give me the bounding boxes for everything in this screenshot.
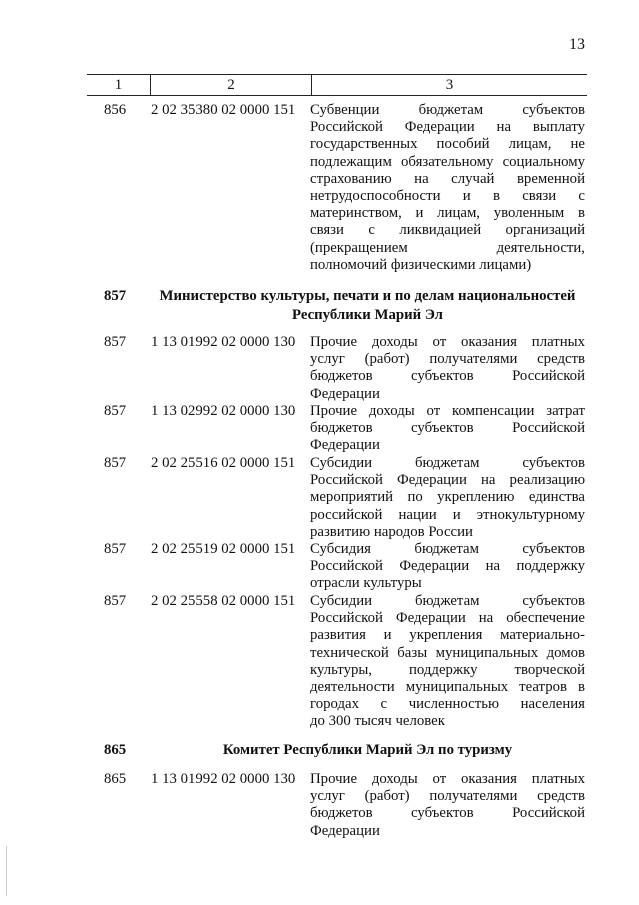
description-line: Прочие доходы от оказания платных: [310, 771, 585, 787]
scan-margin-mark: [6, 846, 7, 896]
section-title-line: Республики Марий Эл: [292, 307, 443, 323]
description-line: Субсидии бюджетам субъектов: [310, 455, 585, 471]
description-line: бюджетов субъектов Российской: [310, 420, 585, 437]
admin-code: 857: [104, 403, 127, 419]
section-title-line: Комитет Республики Марий Эл по туризму: [222, 742, 513, 758]
section-title: [150, 741, 585, 760]
header-col-3: 3: [311, 75, 587, 95]
income-description: [310, 403, 585, 455]
admin-code: 857: [104, 288, 127, 304]
section-title-line: Министерство культуры, печати и по делам национальностей: [159, 288, 576, 304]
description-line: технической базы муниципальных домов: [310, 644, 585, 661]
header-col-2: 2: [150, 75, 311, 95]
description-line: Российской Федерации на выплату: [310, 119, 585, 136]
description-line: государственных пособий лицам, не: [310, 136, 585, 153]
budget-code: 1 13 02992 02 0000 130: [151, 403, 296, 419]
budget-code: 2 02 25558 02 0000 151: [151, 593, 296, 609]
income-description: [310, 102, 585, 274]
admin-code: 857: [104, 455, 127, 471]
section-title: [150, 287, 585, 325]
description-line: услуг (работ) получателями средств: [310, 351, 585, 368]
description-line: страхованию на случай временной: [310, 170, 585, 187]
admin-code: 865: [104, 742, 127, 758]
description-line: деятельности муниципальных театров в: [310, 678, 585, 695]
description-line: Федерации: [310, 437, 380, 454]
description-line: отрасли культуры: [310, 575, 422, 592]
budget-code: 2 02 35380 02 0000 151: [151, 102, 296, 118]
table-header: [87, 74, 587, 96]
description-line: материнством, и лицам, уволенным в: [310, 205, 585, 222]
description-line: Федерации: [310, 385, 380, 402]
description-line: нетрудоспособности и в связи с: [310, 187, 585, 204]
page-number: 13: [569, 36, 585, 53]
description-line: Субвенции бюджетам субъектов: [310, 102, 585, 118]
description-line: Прочие доходы от компенсации затрат: [310, 403, 585, 419]
description-line: полномочий физическими лицами): [310, 256, 532, 273]
description-line: Субсидии бюджетам субъектов: [310, 593, 585, 609]
admin-code: 865: [104, 771, 127, 787]
description-line: (прекращением деятельности,: [310, 239, 585, 256]
income-description: [310, 541, 585, 593]
income-description: [310, 334, 585, 403]
budget-code: 2 02 25516 02 0000 151: [151, 455, 296, 471]
description-line: развития и укрепления материально-: [310, 627, 585, 644]
description-line: городах с численностью населения: [310, 696, 585, 713]
description-line: подлежащим обязательному социальному: [310, 153, 585, 170]
admin-code: 857: [104, 334, 127, 350]
budget-code: 1 13 01992 02 0000 130: [151, 771, 296, 787]
description-line: мероприятий по укреплению единства: [310, 489, 585, 506]
description-line: культуры, поддержку творческой: [310, 661, 585, 678]
description-line: Российской Федерации на поддержку: [310, 558, 585, 575]
description-line: Российской Федерации на обеспечение: [310, 610, 585, 627]
description-line: развитию народов России: [310, 523, 473, 540]
description-line: Федерации: [310, 822, 380, 839]
description-line: услуг (работ) получателями средств: [310, 788, 585, 805]
income-description: [310, 455, 585, 541]
description-line: Российской Федерации на реализацию: [310, 472, 585, 489]
description-line: до 300 тысяч человек: [310, 713, 445, 730]
description-line: российской нации и этнокультурному: [310, 506, 585, 523]
description-line: бюджетов субъектов Российской: [310, 805, 585, 822]
admin-code: 856: [104, 102, 127, 118]
admin-code: 857: [104, 541, 127, 557]
budget-code: 2 02 25519 02 0000 151: [151, 541, 296, 557]
admin-code: 857: [104, 593, 127, 609]
header-col-1: 1: [114, 77, 123, 93]
description-line: Прочие доходы от оказания платных: [310, 334, 585, 350]
income-description: [310, 593, 585, 731]
description-line: бюджетов субъектов Российской: [310, 368, 585, 385]
budget-code: 1 13 01992 02 0000 130: [151, 334, 296, 350]
income-description: [310, 771, 585, 840]
description-line: Субсидия бюджетам субъектов: [310, 541, 585, 557]
description-line: связи с ликвидацией организаций: [310, 222, 585, 239]
